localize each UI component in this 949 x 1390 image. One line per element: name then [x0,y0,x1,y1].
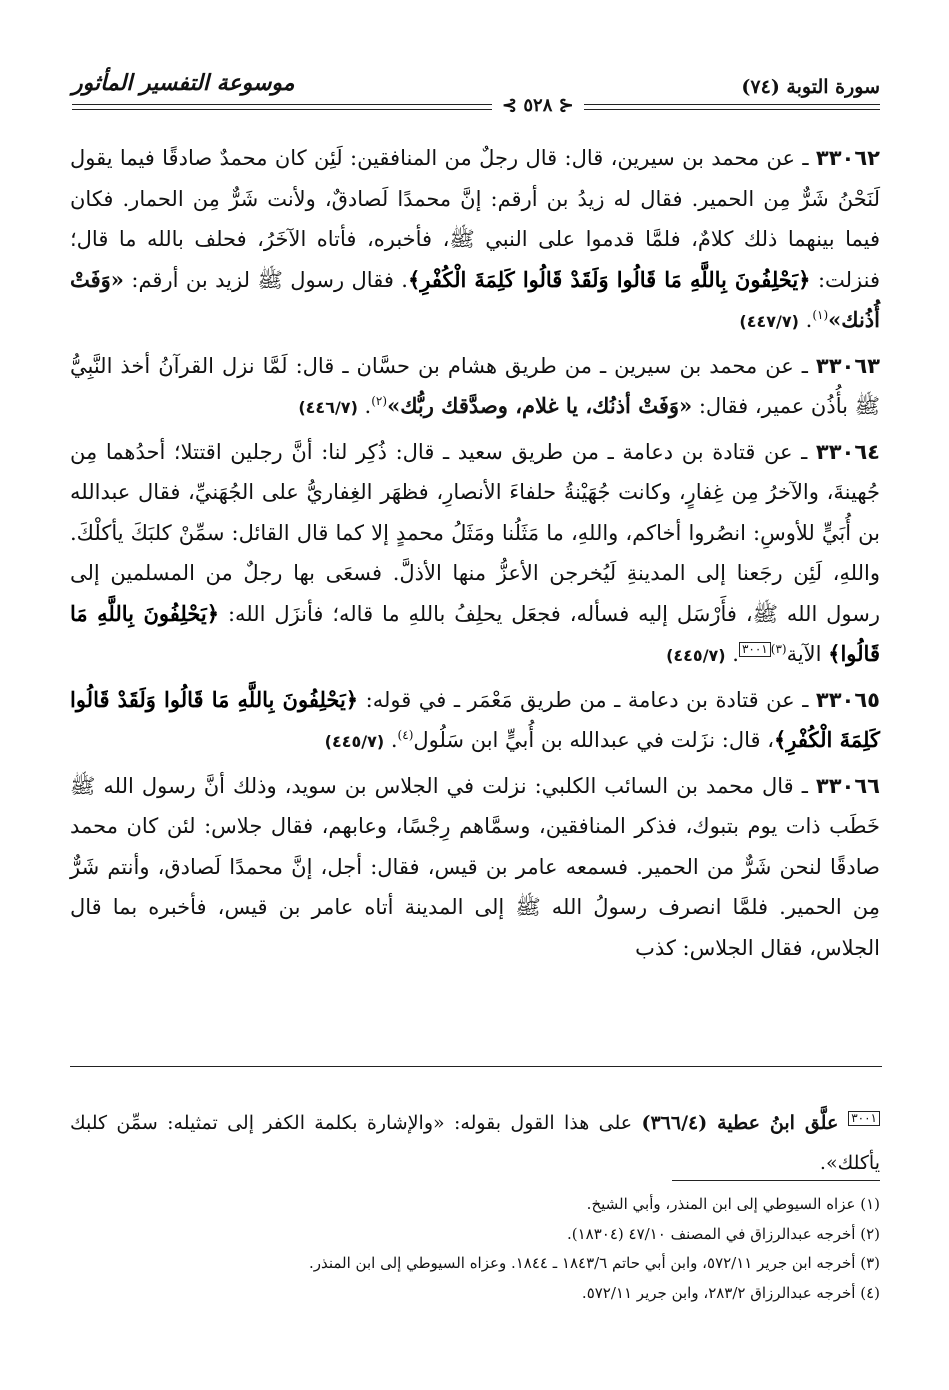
narration-text: . [798,308,813,332]
volume-ref: (٤٤٥/٧) [666,646,726,665]
narration-33065 [70,680,880,763]
main-text [70,138,880,971]
volume-ref: (٤٤٦/٧) [298,398,358,417]
footnote-ref: (٣) [770,642,787,656]
narration-text: ـ عن قتادة بن دعامة ـ من طريق سعيد ـ قال: ذُكِر لنا: أنَّ رجلين اقتتلا؛ أحدُهما مِن جُهينةَ، والآخرُ مِن غِفارٍ، وكانت جُهَيْنةُ حلفاءَ الأنصارِ، فظهَر الغِفاريُّ على الجُهَنيِّ، فقال عبدالله بن أُبَيٍّ للأوسِ: انصُروا أخاكم، واللهِ، ما مَثَلُنا ومَثَلُ محمدٍ إلا كما قال القائل: سمِّنْ كلبَكَ يأكلْكَ. واللهِ، لَئِن رجَعنا إلى المدينةِ لَيُخرجن الأعزُّ منها الأذلَّ. فسعَى بها رجلٌ من المسلمين إلى رسول الله ﷺ، فأَرْسَل إليه فسأله، فجعَل يحلِفُ باللهِ ما قاله؛ فأنزَل الله: [70,439,880,626]
narration-33062 [70,138,880,343]
narration-number: ٣٣٠٦٢ [815,146,880,170]
volume-ref: (٤٤٥/٧) [324,732,385,751]
narration-number: ٣٣٠٦٥ [815,687,880,712]
narration-33063 [70,346,880,429]
hadith-quote: «وَفَتْ أُذُنك» [70,266,880,332]
commentary-tag: ٣٠٠١ [848,1111,880,1126]
footnote: (٣) أخرجه ابن جرير ٥٧٢/١١، وابن أبي حاتم ١٨٤٣/٦ ـ ١٨٤٤. وعزاه السيوطي إلى ابن المنذر. [308,1254,880,1272]
narration-text: ـ عن محمد بن سيرين ـ من طريق هشام بن حسَّان ـ قال: لَمَّا نزل القرآنُ أخذ النَّبِيُّ ﷺ بأُذُن عمير، فقال: [70,353,880,418]
footnote-separator [672,1180,880,1181]
page-number: ⊰ ٥٢٨ ⊱ [492,95,584,116]
encyclopedia-title: موسوعة التفسير المأثور [72,70,295,96]
narration-text: ، قال: نزَلت في عبدالله بن أُبيٍّ ابن سَلُول [413,728,774,752]
footnote: (٢) أخرجه عبدالرزاق في المصنف ٤٧/١٠ (١٨٣٠٤). [566,1224,880,1243]
volume-ref: (٤٤٧/٧) [739,312,799,331]
quran-verse: ﴿يَحْلِفُونَ بِاللَّهِ مَا قَالُوا﴾ [70,600,880,666]
narration-text: . [725,642,739,666]
narration-text: ـ عن محمد بن سيرين، قال: قال رجلٌ من المنافقين: لَئِن كان محمدٌ صادقًا فيما يقول لَنَحْنُ شَرٌّ مِن الحمير. فقال له زيدُ بن أرقم: إنَّ محمدًا لَصادقٌ، ولأنت شَرٌّ مِن الحمار. فكان فيما بينهما ذلك كلامٌ، فلمَّا قدموا على النبي ﷺ، فأخبره، فأتاه الآخَرُ، فحلف بالله ما قال؛ فنزلت: [70,146,880,292]
narration-text: ـ قال محمد بن السائب الكلبي: نزلت في الجلاس بن سويد، وذلك أنَّ رسول الله ﷺ خَطَب ذات يوم بتبوك، فذكر المنافقين، وسمَّاهم رِجْسًا، وعابهم، فقال جلاس: لئن كان محمد صادقًا لنحن شَرٌّ من الحمير. فسمعه عامر بن قيس، فقال: أجل، إنَّ محمدًا لَصادق، وأنتم شَرٌّ مِن الحمير. فلمَّا انصرف رسولُ الله ﷺ إلى المدينة أتاه عامر بن قيس، فأخبره بما قال الجلاس، فقال الجلاس: كذب [70,773,880,960]
commentary-separator [70,1066,882,1067]
commentary-author: علَّق ابنُ عطية [707,1112,849,1134]
surah-title: سورة التوبة (٧٤) [741,76,880,98]
footnote-ref: (١) [812,308,829,322]
header-rule [72,109,880,110]
footnote-ref: (٤) [397,728,414,742]
header-rule [72,104,880,105]
footnote-ref: (٢) [371,394,388,408]
narration-number: ٣٣٠٦٣ [815,353,880,378]
narration-text: . فقال رسول ﷺ لزيد بن أرقم: [123,267,408,292]
commentary-text: على هذا القول بقوله: «والإشارة بكلمة الكفر إلى تمثيله: سمِّن كلبك يأكلك». [70,1112,880,1174]
commentary-note [70,1103,880,1183]
commentary-ref-tag[interactable]: ٣٠٠١ [739,642,771,657]
narration-text: . [384,728,398,752]
quran-verse: ﴿يَحْلِفُونَ بِاللَّهِ مَا قَالُوا وَلَقَدْ قَالُوا كَلِمَةَ الْكُفْرِ﴾ [70,686,880,752]
quran-verse: ﴿يَحْلِفُونَ بِاللَّهِ مَا قَالُوا وَلَقَدْ قَالُوا كَلِمَةَ الْكُفْرِ﴾ [407,266,811,292]
footnote: (١) عزاه السيوطي إلى ابن المنذر، وأبي الشيخ. [586,1195,880,1213]
narration-number: ٣٣٠٦٤ [815,439,880,464]
page-header [72,58,880,114]
narration-number: ٣٣٠٦٦ [815,773,880,798]
narration-text: ـ عن قتادة بن دعامة ـ من طريق مَعْمَر ـ في قوله: [358,687,816,712]
narration-text: . [357,394,372,418]
narration-33064 [70,432,880,677]
footnote: (٤) أخرجه عبدالرزاق ٢٨٣/٢، وابن جرير ٥٧٢/١١. [581,1283,880,1302]
commentary-ref: (٣٦٦/٤) [641,1112,708,1134]
footnotes [70,1190,880,1308]
hadith-quote: «وَفَتْ أذنُك، يا غلام، وصدَّقك ربُّك» [387,393,693,418]
narration-text: الآية [786,642,829,666]
narration-33066 [70,766,880,969]
